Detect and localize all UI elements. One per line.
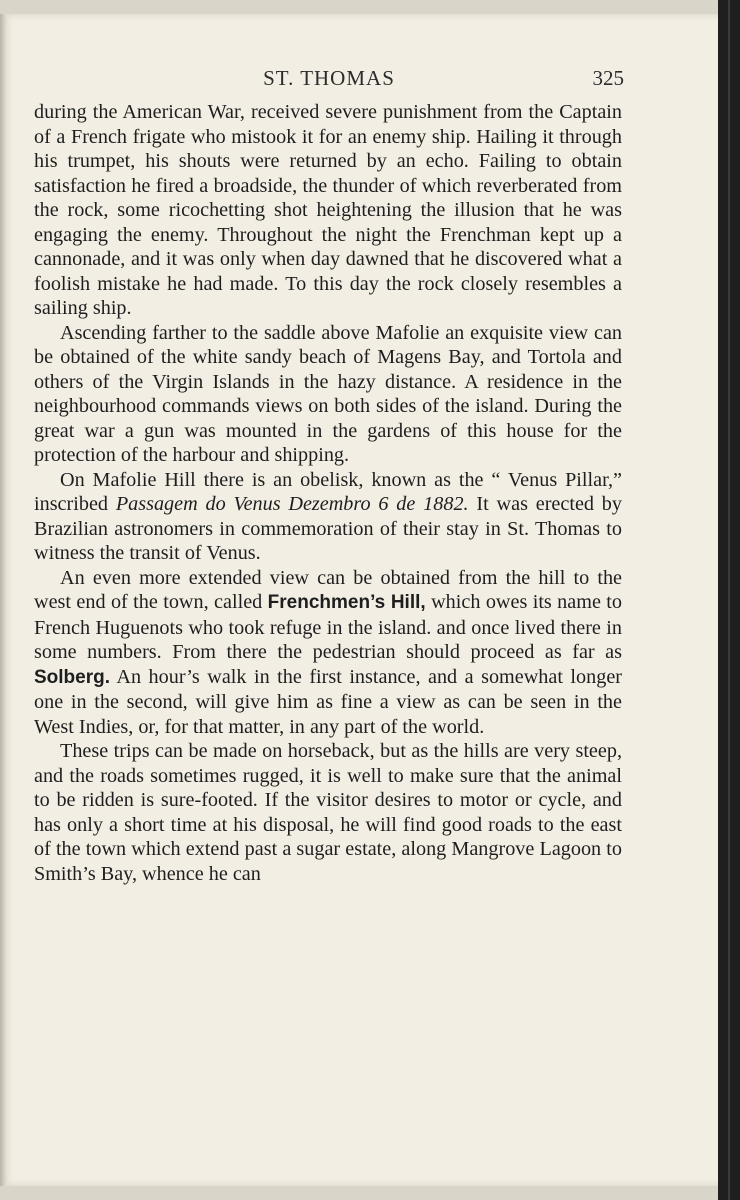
place-name-frenchmens-hill: Frenchmen’s Hill, bbox=[267, 592, 426, 613]
body-text bbox=[34, 100, 622, 886]
book-page bbox=[0, 14, 718, 1186]
paragraph-4-text-b: which owes its name to French Huguenots who took refuge in the island. and once lived there in some numbers. From there the pedestrian should proceed as far as bbox=[34, 591, 623, 663]
running-title: ST. THOMAS bbox=[263, 66, 395, 90]
paragraph-2: Ascending farther to the saddle above Mafolie an exquisite view can be obtained of the white sandy beach of Magens Bay, and Tortola and others of the Virgin Islands in the hazy distance. A residence in the neighbourhood commands views on both sides of the island. During the great war a gun was mounted in the gardens of this house for the protection of the harbour and shipping. bbox=[34, 321, 622, 466]
paragraph-3-text-a: On Mafolie Hill there is an obelisk, known as the “ Venus Pillar,” inscribed bbox=[34, 468, 622, 515]
paragraph-1: during the American War, received severe punishment from the Captain of a French frigate who mistook it for an enemy ship. Hailing it through his trumpet, his shouts were returned by an echo. Failing to obtain satisfaction he fired a broadside, the thunder of which reverberated from the rock, some ricochetting shot heightening the illusion that he was engaging the enemy. Throughout the night the Frenchman kept up a cannonade, and it was only when day dawned that he discovered what a foolish mistake he had made. To this day the rock closely resembles a sailing ship. bbox=[34, 101, 622, 319]
page-header bbox=[34, 66, 624, 96]
page-gutter-edge bbox=[0, 14, 7, 1186]
scan-edge-line bbox=[728, 0, 730, 1200]
paragraph-4 bbox=[34, 566, 622, 740]
paragraph-4-text-c: An hour’s walk in the first instance, and a somewhat longer one in the second, will give him as fine a view as can be seen in the West Indies, or, for that matter, in any part of the world. bbox=[34, 665, 622, 738]
paragraph-4-text-a: An even more extended view can be obtained from the hill to the west end of the town, called bbox=[34, 566, 622, 613]
paragraph-3-text-b: It was erected by Brazilian astronomers in commemoration of their stay in St. Thomas to witness the transit of Venus. bbox=[34, 493, 622, 564]
paragraph-5: These trips can be made on horseback, but as the hills are very steep, and the roads sometimes rugged, it is well to make sure that the animal to be ridden is sure-footed. If the visitor desires to motor or cycle, and has only a short time at his disposal, he will find good roads to the east of the town which extend past a sugar estate, along Mangrove Lagoon to Smith’s Bay, whence he can bbox=[34, 740, 622, 885]
inscription-text: Passagem do Venus Dezembro 6 de 1882. bbox=[115, 493, 469, 515]
paragraph-3 bbox=[34, 468, 622, 566]
scan-edge-strip bbox=[718, 0, 740, 1200]
place-name-solberg: Solberg. bbox=[34, 666, 111, 688]
page-number: 325 bbox=[592, 66, 624, 90]
